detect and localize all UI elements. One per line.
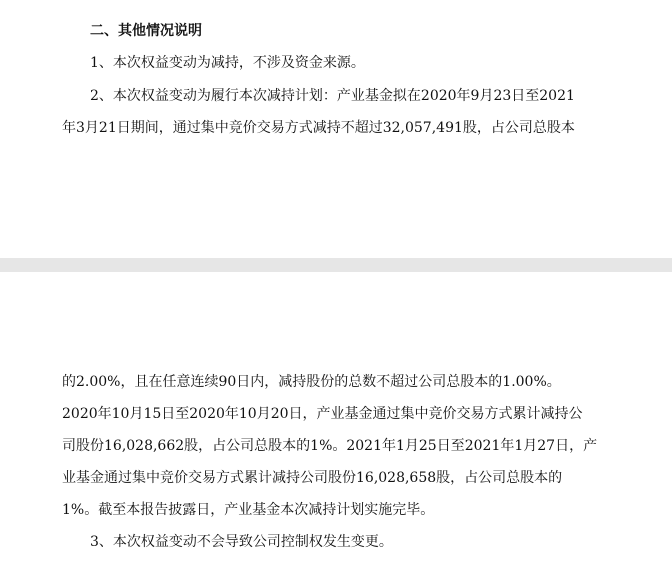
page-separator xyxy=(0,258,672,272)
document-page-bottom xyxy=(0,272,672,581)
section-heading: 二、其他情况说明 xyxy=(90,23,202,39)
paragraph-line-4: 的2.00%，且在任意连续90日内，减持股份的总数不超过公司总股本的1.00%。 xyxy=(62,374,561,390)
document-page-top xyxy=(0,0,672,258)
paragraph-line-3: 年3月21日期间，通过集中竞价交易方式减持不超过32,057,491股，占公司总股本 xyxy=(62,120,575,136)
paragraph-line-8: 1%。截至本报告披露日，产业基金本次减持计划实施完毕。 xyxy=(62,502,435,518)
paragraph-line-6: 司股份16,028,662股，占公司总股本的1%。2021年1月25日至2021年1月27日，产 xyxy=(62,438,598,454)
paragraph-line-1: 1、本次权益变动为减持，不涉及资金来源。 xyxy=(90,55,365,71)
paragraph-line-7: 业基金通过集中竞价交易方式累计减持公司股份16,028,658股，占公司总股本的 xyxy=(62,470,563,486)
paragraph-line-2: 2、本次权益变动为履行本次减持计划：产业基金拟在2020年9月23日至2021 xyxy=(90,88,575,104)
paragraph-line-5: 2020年10月15日至2020年10月20日，产业基金通过集中竞价交易方式累计减持公 xyxy=(62,406,583,422)
paragraph-line-9: 3、本次权益变动不会导致公司控制权发生变更。 xyxy=(90,534,393,550)
